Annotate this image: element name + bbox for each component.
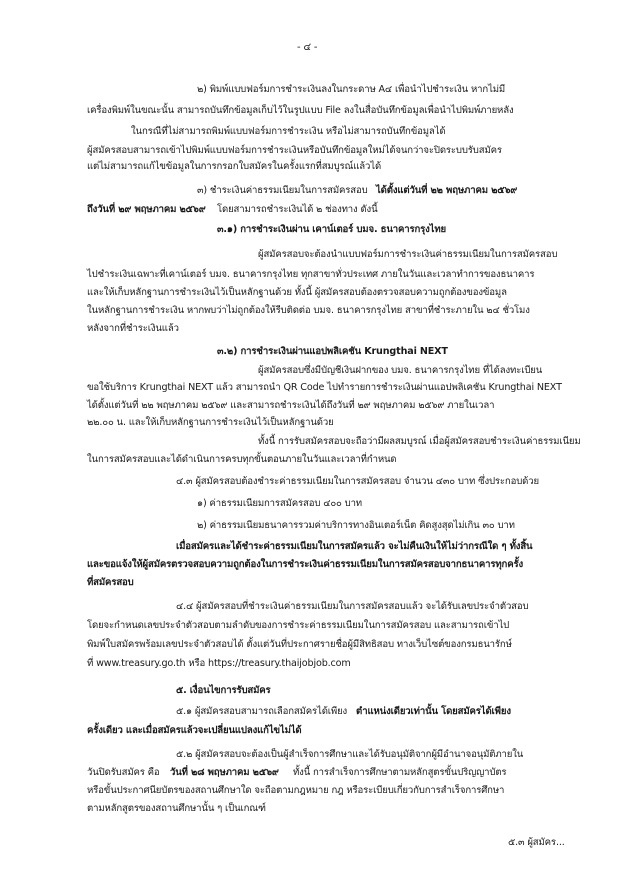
text-line: ผู้สมัครสอบสามารถเข้าไปพิมพ์แบบฟอร์มการชำระเงินหรือบันทึกข้อมูลใหม่ได้จนกว่าจะปิดระบบรับสมัคร <box>87 145 502 156</box>
text-line: เครื่องพิมพ์ในขณะนั้น สามารถบันทึกข้อมูลเก็บไว้ในรูปแบบ File ลงในสื่อบันทึกข้อมูลเพื่อนำไปพิมพ์ภายหลัง <box>87 105 514 116</box>
text-line: พิมพ์ใบสมัครพร้อมเลขประจำตัวสอบได้ ตั้งแต่วันที่ประกาศรายชื่อผู้มีสิทธิสอบ ทางเว็บไซต์ของกรมธนารักษ์ <box>87 639 512 650</box>
text-line: ทั้งนี้ การสำเร็จการศึกษาตามหลักสูตรขั้นปริญญาบัตร <box>293 767 507 778</box>
page-number: - ๔ - <box>297 42 318 53</box>
text-line: ตามหลักสูตรของสถานศึกษานั้น ๆ เป็นเกณฑ์ <box>87 803 266 814</box>
text-line: ได้ตั้งแต่วันที่ ๒๒ พฤษภาคม ๒๕๖๙ และสามารถชำระเงินได้ถึงวันที่ ๒๙ พฤษภาคม ๒๕๖๙ ภายในเวลา <box>87 400 495 411</box>
text-line: และขอแจ้งให้ผู้สมัครตรวจสอบความถูกต้องในการชำระเงินค่าธรรมเนียมในการสมัครสอบจากธนาคารทุกครั้ง <box>87 559 524 570</box>
text-line: โดยจะกำหนดเลขประจำตัวสอบตามลำดับของการชำระค่าธรรมเนียมในการสมัครสอบ และสามารถเข้าไป <box>87 620 510 631</box>
text-line: ๓) ชำระเงินค่าธรรมเนียมในการสมัครสอบ <box>197 185 368 196</box>
text-line: ถึงวันที่ ๒๙ พฤษภาคม ๒๕๖๙ <box>87 204 206 215</box>
text-line: ครั้งเดียว และเมื่อสมัครแล้วจะเปลี่ยนแปลงแก้ไขไม่ได้ <box>87 725 302 736</box>
text-line: ทั้งนี้ การรับสมัครสอบจะถือว่ามีผลสมบูรณ์ เมื่อผู้สมัครสอบชำระเงินค่าธรรมเนียม <box>258 436 581 447</box>
text-line: ผู้สมัครสอบจะต้องนำแบบฟอร์มการชำระเงินค่าธรรมเนียมในการสมัครสอบ <box>258 249 558 260</box>
text-line: ๕.๓ ผู้สมัคร... <box>508 837 565 848</box>
text-line: ผู้สมัครสอบซึ่งมีบัญชีเงินฝากของ บมจ. ธนาคารกรุงไทย ที่ได้ลงทะเบียน <box>258 365 543 376</box>
text-line: ในการสมัครสอบและได้ดำเนินการครบทุกขั้นตอนภายในวันและเวลาที่กำหนด <box>87 454 397 465</box>
text-line: ๕.๒ ผู้สมัครสอบจะต้องเป็นผู้สำเร็จการศึกษาและได้รับอนุมัติจากผู้มีอำนาจอนุมัติภายใน <box>176 749 524 760</box>
text-line: ๓.๒) การชำระเงินผ่านแอปพลิเคชัน Krungthai NEXT <box>217 346 448 357</box>
text-line: ๕. เงื่อนไขการรับสมัคร <box>176 685 271 696</box>
text-line: ได้ตั้งแต่วันที่ ๒๒ พฤษภาคม ๒๕๖๙ <box>376 185 518 196</box>
text-line: ๒) พิมพ์แบบฟอร์มการชำระเงินลงในกระดาษ A๔ เพื่อนำไปชำระเงิน หากไม่มี <box>197 84 506 95</box>
text-line: ๒) ค่าธรรมเนียมธนาคารรวมค่าบริการทางอินเตอร์เน็ต คิดสูงสุดไม่เกิน ๓๐ บาท <box>197 520 515 531</box>
text-line: หรือขั้นประกาศนียบัตรของสถานศึกษาใด จะถือตามกฎหมาย กฎ หรือระเบียบเกี่ยวกับการสำเร็จการศึกษา <box>87 785 505 796</box>
text-line: ๔.๓ ผู้สมัครสอบต้องชำระค่าธรรมเนียมในการสมัครสอบ จำนวน ๔๓๐ บาท ซึ่งประกอบด้วย <box>176 476 539 487</box>
text-line: หลังจากที่ชำระเงินแล้ว <box>87 323 179 334</box>
text-line: ๑) ค่าธรรมเนียมการสมัครสอบ ๔๐๐ บาท <box>197 498 362 509</box>
text-line: ๒๒.๐๐ น. และให้เก็บหลักฐานการชำระเงินไว้เป็นหลักฐานด้วย <box>87 417 334 428</box>
text-line: และให้เก็บหลักฐานการชำระเงินไว้เป็นหลักฐานด้วย ทั้งนี้ ผู้สมัครสอบต้องตรวจสอบความถูกต้องของข้อมูล <box>87 287 507 298</box>
text-line: ๓.๑) การชำระเงินผ่าน เคาน์เตอร์ บมจ. ธนาคารกรุงไทย <box>217 224 446 235</box>
text-line: ไปชำระเงินเฉพาะที่เคาน์เตอร์ บมจ. ธนาคารกรุงไทย ทุกสาขาทั่วประเทศ ภายในวันและเวลาทำการของธนาคาร <box>87 269 535 280</box>
text-line: แต่ไม่สามารถแก้ไขข้อมูลในการกรอกใบสมัครในครั้งแรกที่สมบูรณ์แล้วได้ <box>87 161 382 172</box>
text-line: ๕.๑ ผู้สมัครสอบสามารถเลือกสมัครได้เพียง <box>176 706 348 717</box>
text-line: ในกรณีที่ไม่สามารถพิมพ์แบบฟอร์มการชำระเงิน หรือไม่สามารถบันทึกข้อมูลได้ <box>131 126 446 137</box>
text-line: ตำแหน่งเดียวเท่านั้น โดยสมัครได้เพียง <box>356 706 511 717</box>
text-line: วันปิดรับสมัคร คือ <box>87 767 160 778</box>
text-line: ที่ www.treasury.go.th หรือ https://treasury.thaijobjob.com <box>87 658 351 669</box>
text-line: โดยสามารถชำระเงินได้ ๒ ช่องทาง ดังนี้ <box>217 204 378 215</box>
text-line: ที่สมัครสอบ <box>87 577 134 588</box>
text-line: ๔.๔ ผู้สมัครสอบที่ชำระเงินค่าธรรมเนียมในการสมัครสอบแล้ว จะได้รับเลขประจำตัวสอบ <box>176 601 529 612</box>
text-line: วันที่ ๒๘ พฤษภาคม ๒๕๖๙ <box>170 767 279 778</box>
text-line: ในหลักฐานการชำระเงิน หากพบว่าไม่ถูกต้องให้รีบติดต่อ บมจ. ธนาคารกรุงไทย สาขาที่ชำระภายใน ๒๔ ชั่วโมง <box>87 305 530 316</box>
text-line: ขอใช้บริการ Krungthai NEXT แล้ว สามารถนำ QR Code ไปทำรายการชำระเงินผ่านแอปพลิเคชัน Krungthai NEXT <box>87 382 562 393</box>
text-line: เมื่อสมัครและได้ชำระค่าธรรมเนียมในการสมัครแล้ว จะไม่คืนเงินให้ไม่ว่ากรณีใด ๆ ทั้งสิ้น <box>176 541 533 552</box>
